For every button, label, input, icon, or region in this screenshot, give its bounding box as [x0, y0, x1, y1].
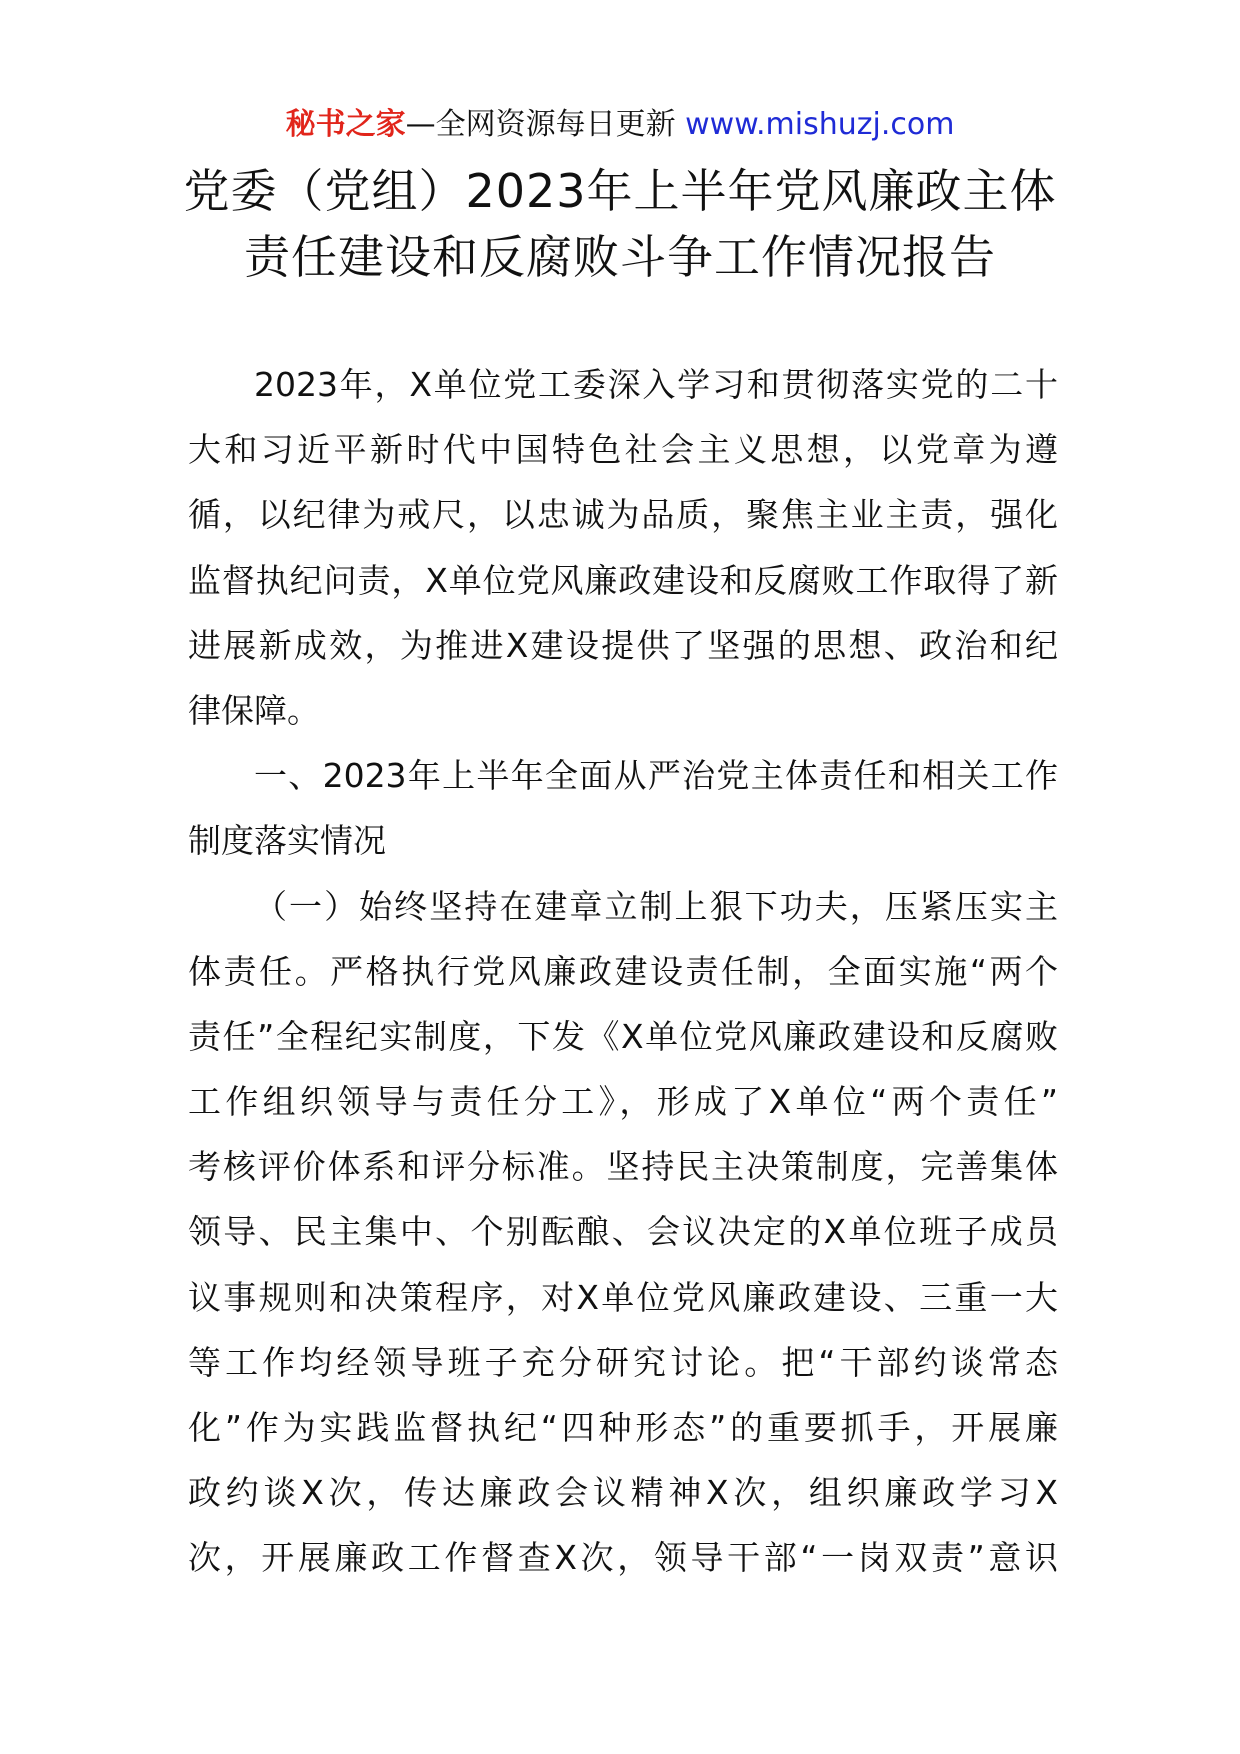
- text-line: 循，以纪律为戒尺，以忠诚为品质，聚焦主业主责，强化: [188, 495, 1058, 535]
- text-line: 一、2023年上半年全面从严治党主体责任和相关工作: [254, 756, 1058, 796]
- text-line: （一）始终坚持在建章立制上狠下功夫，压紧压实主: [254, 886, 1058, 926]
- site-banner: [0, 100, 1240, 150]
- text-line: 监督执纪问责，X单位党风廉政建设和反腐败工作取得了新: [188, 560, 1058, 600]
- document-body: [188, 352, 1058, 1591]
- paragraph-intro: [188, 352, 1058, 743]
- text-line: 2023年，X单位党工委深入学习和贯彻落实党的二十: [254, 365, 1058, 404]
- text-line: 次，开展廉政工作督查X次，领导干部“一岗双责”意识: [188, 1538, 1058, 1578]
- text-line: 领导、民主集中、个别酝酿、会议决定的X单位班子成员: [188, 1212, 1058, 1252]
- document-title: [150, 158, 1090, 290]
- site-slogan: —全网资源每日更新: [405, 107, 686, 142]
- title-line: 党委（党组）2023年上半年党风廉政主体: [183, 164, 1057, 218]
- text-line: 制度落实情况: [188, 821, 386, 861]
- text-line: 工作组织领导与责任分工》，形成了X单位“两个责任”: [188, 1082, 1058, 1122]
- text-line: 议事规则和决策程序，对X单位党风廉政建设、三重一大: [188, 1277, 1058, 1317]
- text-line: 进展新成效，为推进X建设提供了坚强的思想、政治和纪: [188, 625, 1058, 665]
- paragraph-subsection-1: [188, 874, 1058, 1591]
- text-line: 政约谈X次，传达廉政会议精神X次，组织廉政学习X: [188, 1473, 1058, 1513]
- text-line: 考核评价体系和评分标准。坚持民主决策制度，完善集体: [188, 1147, 1058, 1187]
- text-line: 律保障。: [188, 690, 320, 730]
- text-line: 体责任。严格执行党风廉政建设责任制，全面实施“两个: [188, 951, 1058, 991]
- section-heading-1: [188, 743, 1058, 873]
- site-url-link[interactable]: www.mishuzj.com: [685, 107, 955, 142]
- text-line: 化”作为实践监督执纪“四种形态”的重要抓手，开展廉: [188, 1408, 1058, 1447]
- title-line: 责任建设和反腐败斗争工作情况报告: [244, 230, 996, 284]
- text-line: 责任”全程纪实制度，下发《X单位党风廉政建设和反腐败: [188, 1016, 1058, 1056]
- text-line: 大和习近平新时代中国特色社会主义思想，以党章为遵: [188, 430, 1058, 470]
- site-brand: 秘书之家: [285, 107, 406, 142]
- text-line: 等工作均经领导班子充分研究讨论。把“干部约谈常态: [188, 1342, 1058, 1382]
